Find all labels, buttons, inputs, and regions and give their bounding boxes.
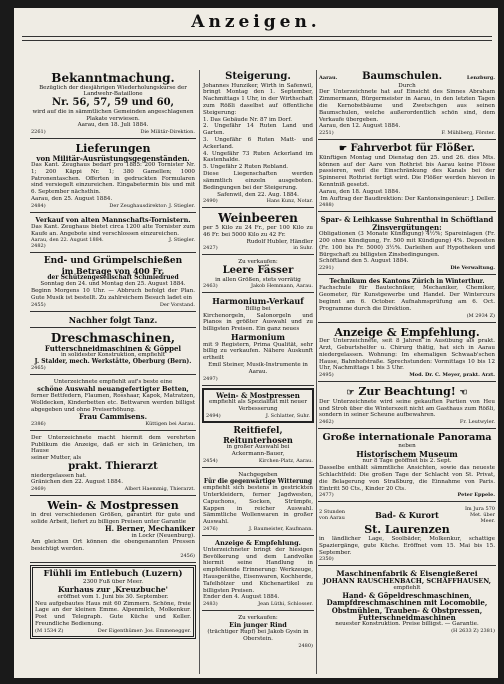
ad-faesser (202, 257, 314, 293)
ad-headline: Futterschneidmaschinen & Göppel (44, 343, 182, 353)
ad-signature: Ackermann-Bauer, (231, 451, 285, 458)
ad-place: Kirchen-Platz, Aarau. (258, 457, 313, 464)
ad-verkauf (30, 215, 196, 253)
ad-title: Bad- & Kurort (375, 510, 439, 521)
ad-ref: 2455) (31, 301, 46, 308)
ad-text: Sonntag den 24. und Montag den 25. August 1884. (40, 281, 186, 288)
ad-title: Reitfiefel, (233, 425, 283, 436)
ad-title: Ein junger Rind (229, 621, 287, 630)
ad-headline: im Betrage von 400 Fr. (61, 265, 165, 276)
ad-title: Weinbeeren (218, 211, 298, 226)
ad-title: Für die gegenwärtige Witterung (203, 477, 313, 485)
ad-grumpelschiessen (30, 255, 196, 312)
ad-title: Technikum des Kantons Zürich in Winterthur. (329, 278, 485, 286)
ad-text: Kirchenorgeln, Salonorgeln und Pianos in größter Auswahl und zu billigsten Preisen. Ein ganz neues (203, 312, 313, 333)
ad-signature: Frau Cammisens. (78, 412, 148, 422)
ad-text: (trächtiger Rupf) bei Jakob Gysin in Oberstein. (207, 628, 309, 642)
ad-text: Obligationen (3 Monate Kündigung) 4½%; Spareinlagen (Fr. 200 ohne Kündigung, Fr. 500 mit Kündigung) 4%. Depositen (Fr. 100 bis Fr. 5000) 3½%. Darleihen auf Hypotheken und Bürgschaft zu billigsten Zinsbedingungen. (319, 231, 495, 258)
ad-text: eröffnet vom 1. Juni bis 30. September. (57, 593, 169, 600)
ad-title: Fahrverbot für Flößer. (350, 143, 476, 155)
ad-beachtung (318, 384, 496, 429)
ad-ref: 2484) (31, 202, 46, 209)
ad-headline: der Schützengesellschaft Schmiedrued (47, 274, 179, 282)
ad-text: Der Unterzeichnete, seit 8 Jahren in Ausübung als prakt. Arzt, Geburtshelfer u. Chirurg thätig, hat sich in Aarau niedergelassen. Wohnung: Im ehemaligen Schwaab'schen Hause, Bahnhofstraße. Sprechstunden: Vormittags 10 bis 12 Uhr, Nachmittags 1 bis 3 Uhr. (319, 338, 495, 372)
ad-ref: 2476) (203, 525, 218, 532)
ad-maker: J. Stalder, mech. Werkstätte, Oberburg (Bern). (34, 358, 192, 366)
ad-text: wird auf die in sämmtlichen Gemeinden angeschlagenen Plakate verwiesen. (32, 108, 194, 122)
ad-title: Dreschmaschinen, (50, 331, 176, 346)
ad-text: Künftigen Montag und Dienstag den 25. und 26. dies Mts. können auf der Aare von Rothrist bis Aarau keine Flösse passieren, weil die Einschränkung des Kanals bei der Spinnerei Rothrist fertigt wird. Die Flößer werden hievon in Kenntniß gesetzt. (319, 154, 495, 188)
ad-title: prakt. Thierarzt (68, 461, 158, 473)
ad-ref: (H 2633 Z) 2381) (451, 628, 495, 635)
ad-title: Verkauf von alten Mannschafts-Tornistern. (35, 215, 191, 224)
ad-ref: 2251) (319, 130, 334, 137)
ad-lieferungen (30, 141, 196, 213)
ad-title: Wein- & Mostpressen (216, 390, 300, 400)
ad-ref: 2469) (31, 486, 46, 493)
ad-title: Wein- & Mostpressen (47, 499, 179, 513)
ad-kurhaus (30, 565, 196, 639)
ad-ref: 2490) (203, 198, 218, 205)
ad-ref: 2291) (319, 265, 334, 272)
ad-text: in großer Auswahl bei (226, 444, 290, 451)
ad-text: Nachgegeben (238, 471, 278, 478)
ad-title: schöne Auswahl neuangefertigter Betten, (37, 385, 189, 394)
ad-text: in drei verschiedenen Größen, garantirt für gute und solide Arbeit, liefert zu billigen Preisen unter Garantie (31, 511, 195, 525)
ad-item: 5. Ungefähr 2 Ruten Rebland. (203, 164, 289, 171)
ad-date: Safenwil, den 22. Aug. 1884. (217, 191, 299, 198)
ad-date: Aarau, den 25. August 1884. (31, 196, 113, 203)
ad-signature: Der Vorstand. (159, 301, 195, 308)
ad-signature: Der Eigenthümer: Jos. Emmenegger. (97, 627, 191, 634)
ad-ref: (M 2934 Z) (466, 312, 495, 319)
ad-signature: Albert Haemmig, Thierarzt. (124, 486, 195, 493)
ad-headline: Hand- & Göpeldreschmaschinen, Dampfdreschmaschinen mit Locomobile, Obstmühlen, Trauben- & Obstpressen, Futterschneidmaschinen (326, 590, 488, 622)
ad-signature: J. Schlatter, Suhr. (265, 412, 310, 419)
ad-ref: 2497) (203, 375, 218, 382)
ad-headline: Historischem Museum (356, 448, 458, 459)
ad-date: Aarau, den 12. August 1884. (319, 123, 401, 130)
ad-ref: 2482) (31, 243, 46, 250)
ad-headline: St. Laurenzen (364, 523, 450, 537)
ad-date: Aarau, den 18. Juli 1884. (77, 122, 149, 129)
ad-text: neben (398, 443, 416, 450)
ad-signature: Rudolf Hubler, Händler (246, 238, 313, 245)
ad-weinbeeren (202, 210, 314, 255)
ad-badkurort (318, 504, 496, 566)
ad-title: Flühli im Entlebuch (Luzern) (43, 569, 183, 580)
ad-floesser (318, 142, 496, 212)
ad-title: Anzeige & Empfehlung. (215, 538, 301, 547)
ad-signature: F. Mühlberg, Förster. (441, 130, 495, 137)
ad-text: Durch (398, 82, 416, 89)
ad-text: 2 Stunden von Aarau (319, 509, 346, 522)
ad-headline: Kurhaus zur ‚Kreuzbuche' (58, 584, 168, 594)
ad-signature: J. Stiegler. (169, 237, 195, 244)
ad-date: Aarau, den 22. August 1884. (31, 237, 104, 244)
ad-text: in ländlicher Lage, Soolbäder, Molkenkur, schattige Spaziergänge, gute Küche. Eröffnet vom 15. Mai bis 15. September. (319, 535, 495, 556)
ad-text: Diese Liegenschaften werden sämmtlich einzeln ausgeboten. Bedingungen bei der Steigerung. (203, 171, 313, 191)
ad-signature: Fr. Leutwyler. (459, 419, 495, 426)
ad-text: Der Unterzeichnete hat auf Einsicht des Sinnes Abraham Zimmermann, Bürgermeister in Aarau, in den letzten Tagen die Kernobstbäume und Zwetschgen aus seinen Baumschulen, welche außerordentlich schön sind, dem Verkaufe übergeben. (319, 89, 495, 123)
ad-title: Harmonium-Verkauf (212, 296, 304, 307)
ad-signature: Emil Steiner, Musik-Instrumente in Aarau. (208, 361, 308, 375)
ad-text: nur 8 Tage geöffnet bis 2. Sept. (362, 458, 452, 465)
ad-text: mit 9 Registern, Prima Qualität, sehr billig zu verkaufen. Nähere Auskunft ertheilt (203, 341, 313, 362)
ad-dreschmaschinen (30, 330, 196, 375)
ad-place: in Lockr (Neuenburg). (131, 532, 195, 539)
ad-ref: 2261) (31, 129, 46, 136)
ad-ref: 2477) (319, 492, 334, 499)
ad-date: Ender den 4. August 1884. (203, 594, 280, 601)
column-1 (30, 70, 196, 674)
ad-ref: 2494) (206, 412, 221, 419)
ad-title: Steigerung. (225, 71, 291, 82)
ad-title: Baumschulen. (362, 71, 443, 82)
ad-steigerung (202, 70, 314, 208)
ad-text: Zu verkaufen: (238, 615, 278, 622)
ad-text: Im Jura 570 Met. über Meer. (464, 506, 495, 525)
pointing-hand-icon: ☛ (338, 144, 348, 155)
ad-signature: Jakob Hemmann, Aarau. (251, 283, 313, 290)
newspaper-page (14, 8, 498, 678)
ad-title: Maschinenfabrik & Eisengießerei (336, 569, 478, 579)
ad-ref: 2480) (298, 642, 313, 649)
ad-date: Schöftland den 5. August 1884. (319, 258, 409, 265)
ad-item: 4. Ungefähr 73 Ruten Ackerland im Kastenhalde. (203, 150, 313, 164)
ad-text: empfiehlt (393, 585, 421, 592)
column-divider (316, 70, 317, 674)
ad-ref: 2488) (319, 202, 334, 209)
ad-text: Bezüglich der diesjährigen Wiederholungskurse der Landwehr-Bataillone (39, 84, 187, 98)
ad-ref: 2465) (31, 365, 46, 372)
column-divider (199, 70, 200, 674)
ad-text: Unterzeichneter bringt der hiesigen Bevölkerung und dem Landvolke hiermit seine Handlung in empfehlende Erinnerung: Werkzeuge, Hausgeräthe, Eisenwaren, Kochherde, Tafelhölzer und Küchenartikel zu billigsten Preisen. (203, 546, 313, 594)
ad-text: in allen Größen, stets vorrätig (215, 276, 301, 283)
header-rule (22, 36, 492, 37)
section-title: Anzeigen. (191, 12, 321, 32)
ad-text: Fachschule für Bautechniker, Mechaniker, Chemiker, Geometer, für Kunstgewerbe und Handel. Der Wintercurs beginnt am 6. October. Aufnahmsprüfung am 6. Oct. Programme durch die Direktion. (319, 285, 495, 312)
ad-headline: JOHANN RAUSCHENBACH, SCHAFFHAUSEN, (322, 577, 492, 586)
ad-signature: Im Auftrag der Baudirektion: Der Kantonsingenieur: J. Deller. (320, 195, 495, 202)
ad-title: Zur Beachtung! (358, 385, 456, 399)
ad-ref: 2454) (203, 457, 218, 464)
ad-title: Bekanntmachung. (51, 71, 175, 85)
ad-text: 2300 Fuß über Meer. (82, 579, 144, 586)
ad-tanz (30, 314, 196, 328)
ad-signature: J. Baumeister, Kaufmann. (248, 525, 313, 532)
ad-signature: Der Zeughausdirektor: J. Stiegler. (109, 202, 195, 209)
ad-text: niedergelassen hat. (31, 472, 87, 479)
ad-arzt (318, 325, 496, 383)
ad-headline: Zinsvergütungen: (372, 222, 442, 232)
ad-maschinenfabrik (318, 568, 496, 637)
ad-ref: 2386) (31, 420, 46, 427)
ad-ref: 2456) (180, 553, 195, 560)
ad-place: Aarau. (319, 75, 338, 81)
ad-ref: 2495) (319, 372, 334, 379)
ad-rind (202, 613, 314, 651)
ad-sparkasse (318, 214, 496, 275)
ad-place: Küttigen bei Aarau. (145, 420, 195, 427)
ad-text: empfiehlt sich bestens in gestrickten Unterkleidern, ferner Jagdwesten, Capuchons, Socken, Strümpfe, Kappen in reicher Auswahl. Sämmtliche Wollenwaren in großer Auswahl. (203, 485, 313, 526)
ad-text: Johannes Hunziker, Wirth in Safenwil, bringt Montag den 1. September, Nachmittags 1 Uhr, in der Wirthschaft zum Rößli daselbst auf öffentliche Steigerung: (203, 82, 313, 116)
ad-item: 1. Das Gebäude Nr. 87 im Dorf. (203, 116, 293, 123)
ad-item: 2. Ungefähr 14 Ruten Land und Garten. (203, 123, 313, 137)
ad-signature: Peter Eppele. (457, 492, 495, 499)
ad-empfehlung (202, 538, 314, 611)
ad-technikum (318, 277, 496, 323)
ad-place: Lenzburg. (466, 75, 495, 81)
ad-title: End- und Grümpelschießen (43, 256, 183, 267)
pointing-hand-icon: ☜ (459, 388, 468, 399)
ad-text: Das Kant. Zeughaus bedarf pro 1885: 200 Tornister Nr. 1; 200 Käppi Nr. 1; 380 Gamellen; 1000 Patronentaschen. Offerten in gedruckten Formularen sind versiegelt einzureichen. Eingabetermin bis und mit 6. September nächsthin. (31, 162, 195, 196)
ad-reithosen (202, 425, 314, 468)
column-2 (202, 70, 314, 674)
ad-text: neuester Konstruktion. Preise billigst. — Garantie. (335, 621, 479, 628)
ad-tierarzt (30, 433, 196, 496)
ad-title: Spar- & Leihkasse Suhrenthal in Schöftland (320, 215, 494, 225)
ad-headline: Nr. 56, 57, 59 und 60, (51, 97, 175, 109)
ad-title: Anzeige & Empfehlung. (334, 325, 480, 339)
ad-baumschulen (318, 70, 496, 140)
ad-signature: Hans Kunz, Notar. (266, 198, 313, 205)
ad-ref: 2463) (203, 283, 218, 290)
ad-harmonium (202, 295, 314, 385)
ad-mostpressen (202, 388, 314, 423)
ad-witterung (202, 470, 314, 536)
ad-ref: 2462) (319, 419, 334, 426)
ad-signature: Mod. Dr. C. Meyer, prakt. Arzt. (409, 372, 495, 379)
ad-headline: Harmonium (231, 332, 285, 343)
ad-signature: Jean Lüthi, Schlosser. (258, 601, 313, 608)
ad-title: Große internationale Panorama (322, 432, 492, 444)
ad-title: Nachher folgt Tanz. (68, 314, 158, 325)
ad-date: Aarau, den 18. August 1884. (319, 188, 401, 195)
ad-signature: Die Militär-Direktion. (140, 129, 195, 136)
ad-text: Billig bei (245, 305, 271, 312)
ad-date: Gränichen den 22. August 1884. (31, 479, 123, 486)
ad-text: ferner Bettfedern, Flaumen, Rosshaar, Kapok, Matratzen, Wolldecken, Kinderbetten etc. Bettwaren werden billigst abgegeben und ohne Preiserhöhung. (31, 392, 195, 413)
header-rule-2 (22, 40, 492, 41)
ad-bekanntmachung (30, 70, 196, 139)
ad-text: Dasselbe enthält sämmtliche Ansichten, sowie das neueste Schlachtfeld: Die großen Tage der Schlacht von St. Privat, die Belagerung von Straßburg, die Einnahme von Paris. Eintritt 50 Cts., Kinder 20 Cts. (319, 465, 495, 492)
ad-text: Am gleichen Ort können die obengenannten Pressen besichtigt werden. (31, 539, 195, 553)
ad-text: in solidester Konstruktion, empfiehlt (61, 352, 165, 359)
ad-wein-mostpressen (30, 498, 196, 563)
ad-text: Das Kant. Zeughaus bietet circa 1200 alte Tornister zum Kaufe an. Angebote sind verschlossen einzureichen. (31, 223, 195, 237)
ad-text: per 5 Kilo zu 24 Fr., per 100 Kilo zu 46 Fr. bei 5000 Kilo zu 42 Fr. (203, 224, 313, 238)
ad-ref: 2483) (203, 601, 218, 608)
ad-item: 3. Ungefähr 6 Ruten Matt- und Ackerland. (203, 137, 313, 150)
ad-betten (30, 377, 196, 430)
ad-place: in Suhr. (293, 245, 313, 252)
ad-text: seiner Mutter, als (31, 455, 82, 462)
ad-ref: 2427) (203, 245, 218, 252)
ad-text: Der Unterzeichnete macht hiermit dem verehrten Publikum die Anzeige, daß er sich in Gränichen, im Hause (31, 434, 195, 455)
ad-text: Unterzeichnete empfiehlt auf's beste eine (53, 379, 173, 386)
ad-ref: 2350) (319, 556, 334, 563)
ad-text: Der Unterzeichnete wird seine gekauften Partien von Heu und Stroh über die Winterszeit nicht am Gasthaus zum Rößli, sondern in seiner Scheune aufbewahren. (319, 398, 495, 419)
ad-title: Lieferungen (75, 142, 151, 156)
ad-headline: Reitunterhosen (223, 434, 293, 445)
pointing-hand-icon: ☞ (346, 388, 355, 399)
ad-text: empfiehlt als Spezialität mit neuer Verbesserung (208, 398, 308, 412)
ad-text: Zu verkaufen: (238, 259, 278, 266)
ad-maker: H. Berner, Mechaniker (105, 524, 195, 534)
ad-signature: Die Verwaltung. (450, 265, 495, 272)
ad-title: Leere Fässer (222, 265, 294, 277)
ad-text: Neu aufgebautes Haus mit 60 Zimmern. Schöne, freie Lage an der kleinen Emme. Alpenmilch, Molkenkur. Post und Telegraph. Gute Küche und Keller. Freundliche Bedienung. (35, 600, 191, 627)
ad-ref: (M 1534 Z) (35, 627, 64, 634)
ad-text: Beginn Morgens 10 Uhr. — Abbruch befolgt der Plan. Gute Musik ist bestellt. Zu zahlreichem Besuch ladet ein (31, 288, 195, 302)
ad-headline: von Militär-Ausrüstungsgegenständen. (36, 153, 190, 163)
ad-panorama (318, 431, 496, 502)
column-3 (318, 70, 496, 674)
